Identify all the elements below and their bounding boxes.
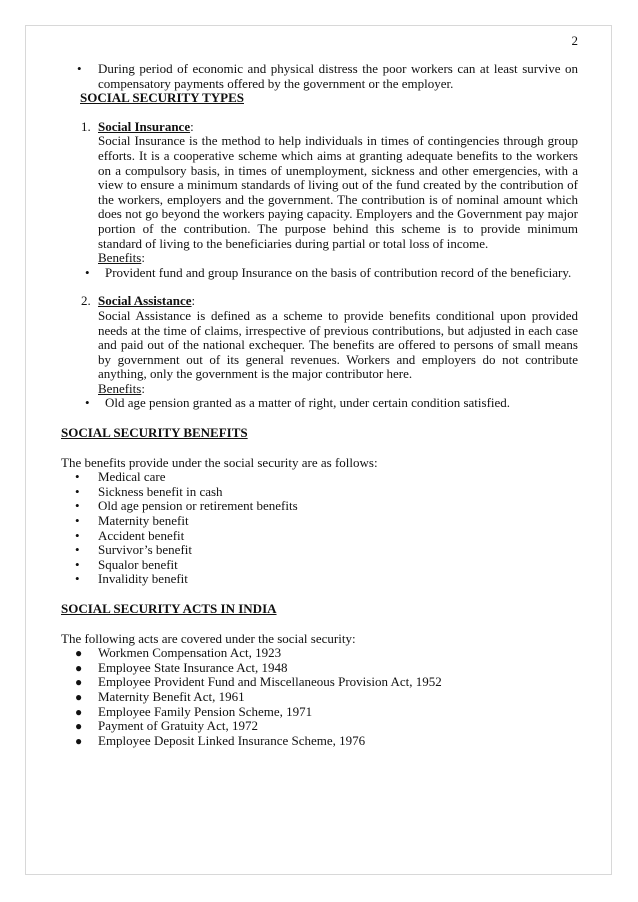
act-list-item bbox=[61, 646, 578, 661]
list-item-text: Squalor benefit bbox=[98, 556, 178, 572]
bullet-marker: • bbox=[75, 542, 80, 558]
bullet-marker: • bbox=[77, 61, 82, 76]
intro-bullet-text: During period of economic and physical distress the poor workers can at least survive on compensatory payments offered by the government or the employer. bbox=[98, 61, 578, 91]
bullet-marker: • bbox=[85, 395, 90, 411]
act-list-item bbox=[61, 690, 578, 705]
benefit-list-item bbox=[61, 558, 578, 573]
type-benefit-1 bbox=[61, 266, 578, 281]
list-item-text: Payment of Gratuity Act, 1972 bbox=[98, 718, 258, 734]
list-item-text: Workmen Compensation Act, 1923 bbox=[98, 645, 282, 661]
benefit-list-item bbox=[61, 543, 578, 558]
act-list-item bbox=[61, 705, 578, 720]
title-colon: : bbox=[191, 293, 196, 309]
benefits-label: Benefits bbox=[98, 250, 142, 266]
benefit-text: Provident fund and group Insurance on the basis of contribution record of the beneficiary. bbox=[105, 264, 572, 280]
item-number: 1. bbox=[81, 118, 91, 134]
list-item-text: Medical care bbox=[98, 469, 166, 485]
bullet-marker: • bbox=[75, 527, 80, 543]
section-heading-benefits: SOCIAL SECURITY BENEFITS bbox=[61, 425, 248, 441]
benefits-intro: The benefits provide under the social security are as follows: bbox=[61, 454, 378, 470]
benefit-list-item bbox=[61, 470, 578, 485]
benefit-list-item bbox=[61, 572, 578, 587]
document-body bbox=[61, 62, 578, 748]
act-list-item bbox=[61, 661, 578, 676]
section-heading-acts: SOCIAL SECURITY ACTS IN INDIA bbox=[61, 601, 277, 616]
item-number: 2. bbox=[81, 293, 91, 309]
list-item-text: Sickness benefit in cash bbox=[98, 483, 223, 499]
benefits-label: Benefits bbox=[98, 380, 142, 396]
acts-list bbox=[61, 646, 578, 748]
bullet-marker: • bbox=[75, 513, 80, 529]
list-item-text: Old age pension or retirement benefits bbox=[98, 498, 298, 514]
item-title: Social Assistance bbox=[98, 293, 192, 309]
bullet-marker: ● bbox=[75, 646, 83, 661]
list-item-text: Accident benefit bbox=[98, 527, 185, 543]
list-item-text: Employee Family Pension Scheme, 1971 bbox=[98, 703, 313, 719]
bullet-marker: • bbox=[75, 498, 80, 514]
act-list-item bbox=[61, 675, 578, 690]
page-number: 2 bbox=[571, 33, 578, 48]
benefit-text: Old age pension granted as a matter of right, under certain condition satisfied. bbox=[105, 395, 511, 411]
benefit-list-item bbox=[61, 485, 578, 500]
bullet-marker: ● bbox=[75, 689, 83, 704]
bullet-marker: • bbox=[75, 556, 80, 572]
bullet-marker: • bbox=[75, 469, 80, 485]
list-item-text: Employee State Insurance Act, 1948 bbox=[98, 659, 288, 675]
item-title: Social Insurance bbox=[98, 118, 191, 134]
bullet-marker: ● bbox=[75, 733, 83, 748]
list-item-text: Invalidity benefit bbox=[98, 571, 188, 587]
type-benefit-2 bbox=[61, 396, 578, 411]
section-heading-types: SOCIAL SECURITY TYPES bbox=[80, 90, 244, 106]
list-item-text: Employee Provident Fund and Miscellaneous Provision Act, 1952 bbox=[98, 674, 442, 690]
bullet-marker: • bbox=[85, 264, 90, 280]
list-item-text: Maternity benefit bbox=[98, 513, 189, 529]
title-colon: : bbox=[190, 118, 194, 134]
act-list-item bbox=[61, 719, 578, 734]
list-item-text: Survivor’s benefit bbox=[98, 542, 192, 558]
bullet-marker: • bbox=[75, 483, 80, 499]
item-body: Social Insurance is the method to help individuals in times of contingencies through group efforts. It is a cooperative scheme which aims at granting adequate benefits to the workers on a compulsory basis, in times of unemployment, sickness and other emergencies, with a view to ensure a minimum standards of living out of the fund created by the contribution of the workers, employers and the government. The contribution is of nominal amount which does not go beyond the workers paying capacity. Employers and the Government pay major portion of the contribution. The purpose behind this scheme is to provide minimum standard of living to the beneficiaries during partial or total loss of income. bbox=[98, 133, 578, 251]
list-item-text: Maternity Benefit Act, 1961 bbox=[98, 688, 245, 704]
benefits-list bbox=[61, 470, 578, 587]
bullet-marker: ● bbox=[75, 675, 83, 690]
item-body: Social Assistance is defined as a scheme to provide benefits conditional upon provided needs at the time of claims, irrespective of previous contributions, but adjusted in each case and paid out of the national exchequer. The benefits are offered to persons of small means by government out of its general revenues. Workers and employers do not contribute anything, only the government is the major contributor here. bbox=[98, 307, 578, 382]
acts-intro: The following acts are covered under the social security: bbox=[61, 630, 356, 646]
bullet-marker: ● bbox=[75, 704, 83, 719]
benefit-list-item bbox=[61, 529, 578, 544]
list-item-text: Employee Deposit Linked Insurance Scheme, 1976 bbox=[98, 732, 366, 748]
benefit-list-item bbox=[61, 499, 578, 514]
bullet-marker: ● bbox=[75, 719, 83, 734]
benefits-colon: : bbox=[141, 250, 145, 266]
intro-bullet bbox=[61, 62, 578, 91]
bullet-marker: • bbox=[75, 571, 80, 587]
type-item-social-assistance bbox=[61, 294, 578, 396]
act-list-item bbox=[61, 734, 578, 749]
bullet-marker: ● bbox=[75, 660, 83, 675]
benefit-list-item bbox=[61, 514, 578, 529]
benefits-colon: : bbox=[141, 380, 145, 396]
type-item-social-insurance bbox=[61, 120, 578, 266]
